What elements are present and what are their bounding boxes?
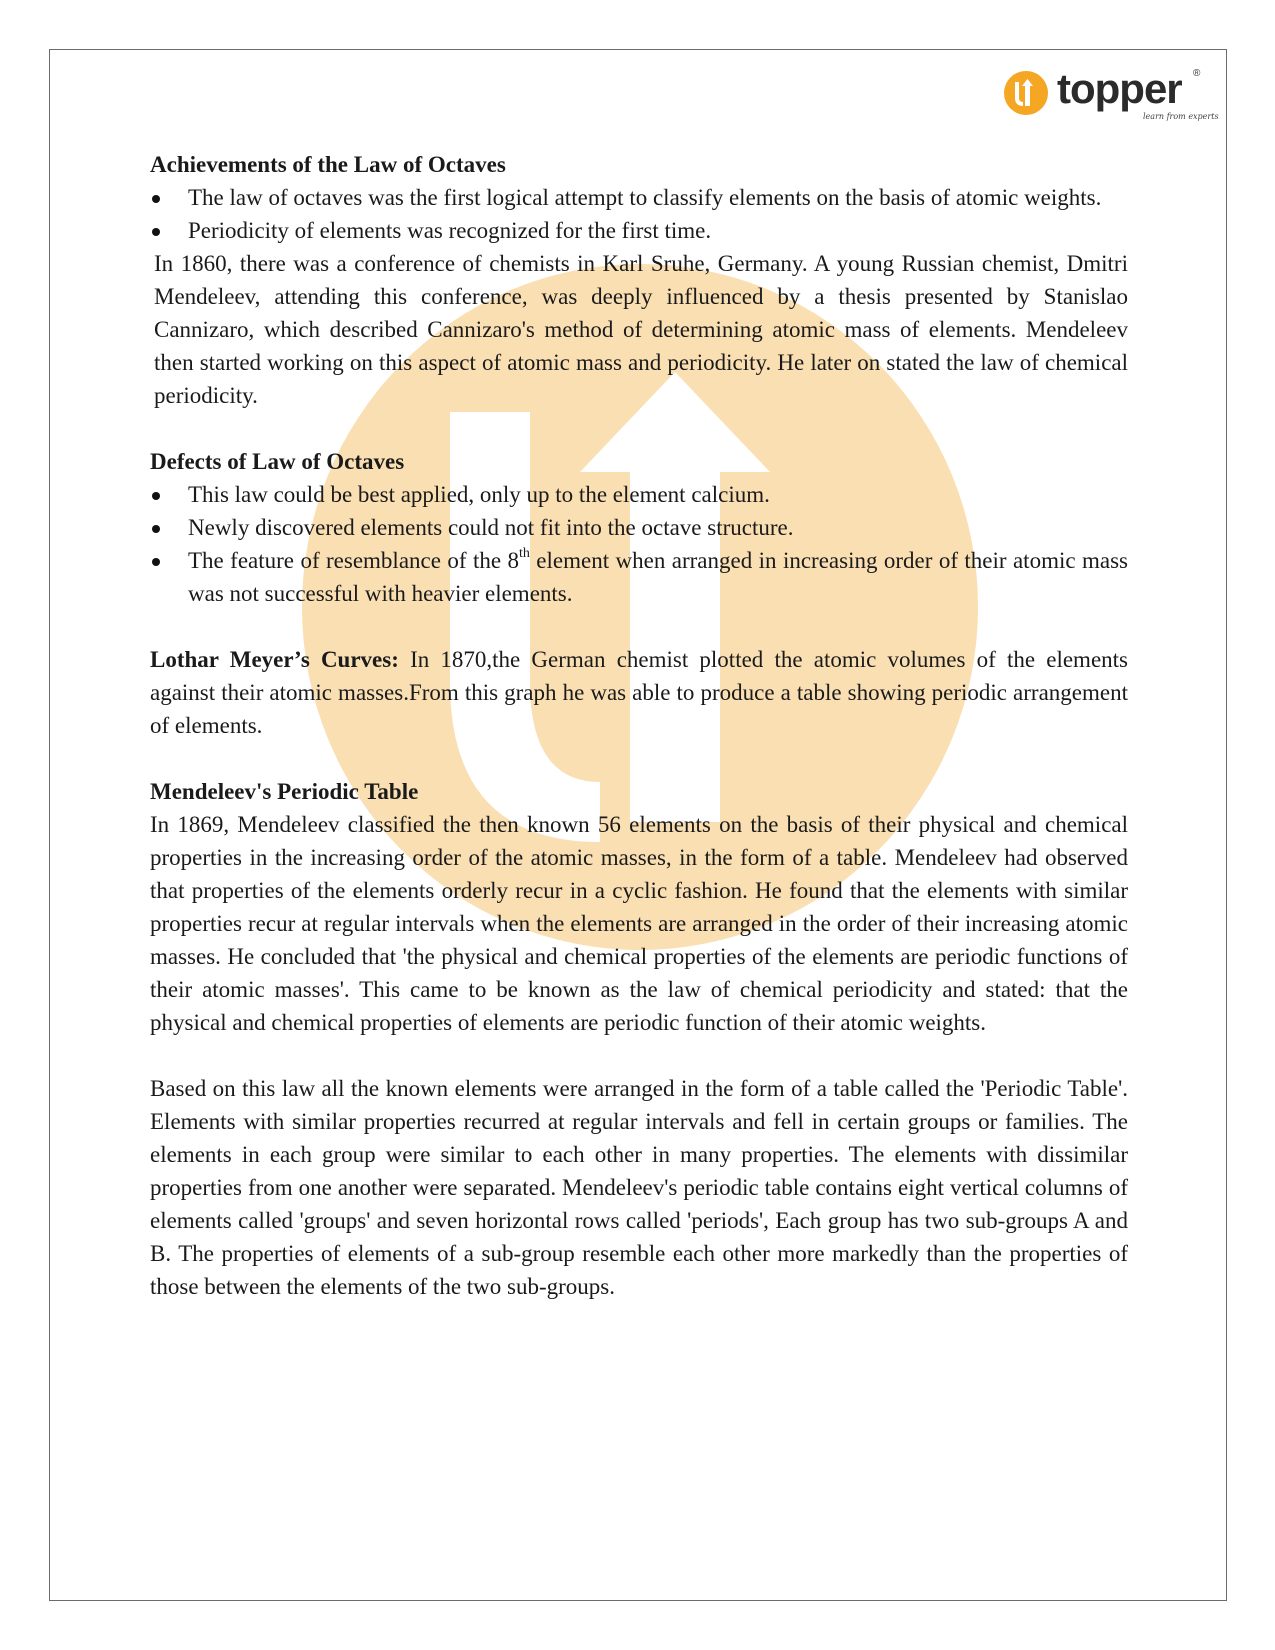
list-item (150, 181, 1128, 214)
logo-tagline: learn from experts (1143, 112, 1219, 121)
lothar-text: In 1870,the German chemist plotted the atomic volumes of the elements against their atomic masses.From this graph he was able to produce a table showing periodic arrangement of elements. (150, 647, 1128, 738)
list-item (150, 511, 1128, 544)
bullet-icon (152, 492, 160, 500)
list-item (150, 544, 1128, 610)
bullet-icon (152, 195, 160, 203)
registered-mark: ® (1193, 68, 1201, 79)
logo-brand: topper (1057, 65, 1182, 112)
defects-list (150, 478, 1128, 610)
topper-logo (1003, 65, 1219, 126)
list-item-text: The law of octaves was the first logical attempt to classify elements on the basis of atomic weights. (188, 185, 1102, 210)
list-item-text: Periodicity of elements was recognized for the first time. (188, 218, 712, 243)
superscript: th (518, 546, 530, 562)
spacer (150, 412, 1128, 445)
defects-heading: Defects of Law of Octaves (150, 449, 405, 474)
mendeleev-paragraph-1: In 1869, Mendeleev classified the then known 56 elements on the basis of their physical and chemical properties in the increasing order of the atomic masses, in the form of a table. Mendeleev had observed that properties of the elements orderly recur in a cyclic fashion. He found that the elements with similar properties recur at regular intervals when the elements are arranged in the order of their increasing atomic masses. He concluded that 'the physical and chemical properties of the elements are periodic functions of their atomic masses'. This came to be known as the law of chemical periodicity and stated: that the physical and chemical properties of elements are periodic function of their atomic weights. (150, 812, 1128, 1035)
spacer (150, 742, 1128, 775)
conference-paragraph: In 1860, there was a conference of chemists in Karl Sruhe, Germany. A young Russian chemist, Dmitri Mendeleev, attending this conference, was deeply influenced by a thesis presented by Stanislao Cannizaro, which described Cannizaro's method of determining atomic mass of elements. Mendeleev then started working on this aspect of atomic mass and periodicity. He later on stated the law of chemical periodicity. (154, 251, 1128, 408)
mendeleev-paragraph-2: Based on this law all the known elements were arranged in the form of a table called the 'Periodic Table'. Elements with similar properties recurred at regular intervals and fell in certain groups or families. The elements in each group were similar to each other in many properties. The elements with dissimilar properties from one another were separated. Mendeleev's periodic table contains eight vertical columns of elements called 'groups' and seven horizontal rows called 'periods', Each group has two sub-groups A and B. The properties of elements of a sub-group resemble each other more markedly than the properties of those between the elements of the two sub-groups. (150, 1076, 1128, 1299)
lothar-paragraph (150, 643, 1128, 742)
list-item (150, 478, 1128, 511)
document-body (150, 148, 1128, 1303)
achievements-heading: Achievements of the Law of Octaves (150, 152, 506, 177)
list-item-text: element when arranged in increasing order of their atomic mass was not successful with heavier elements. (188, 548, 1128, 606)
list-item-text: This law could be best applied, only up to the element calcium. (188, 482, 770, 507)
u-arrow-icon (1003, 70, 1049, 116)
mendeleev-heading: Mendeleev's Periodic Table (150, 779, 419, 804)
list-item (150, 214, 1128, 247)
list-item-text: Newly discovered elements could not fit into the octave structure. (188, 515, 794, 540)
spacer (150, 610, 1128, 643)
spacer (150, 1039, 1128, 1072)
bullet-icon (152, 558, 160, 566)
bullet-icon (152, 228, 160, 236)
lothar-label: Lothar Meyer’s Curves: (150, 647, 399, 672)
achievements-list (150, 181, 1128, 247)
bullet-icon (152, 525, 160, 533)
list-item-text: The feature of resemblance of the 8 (188, 548, 519, 573)
